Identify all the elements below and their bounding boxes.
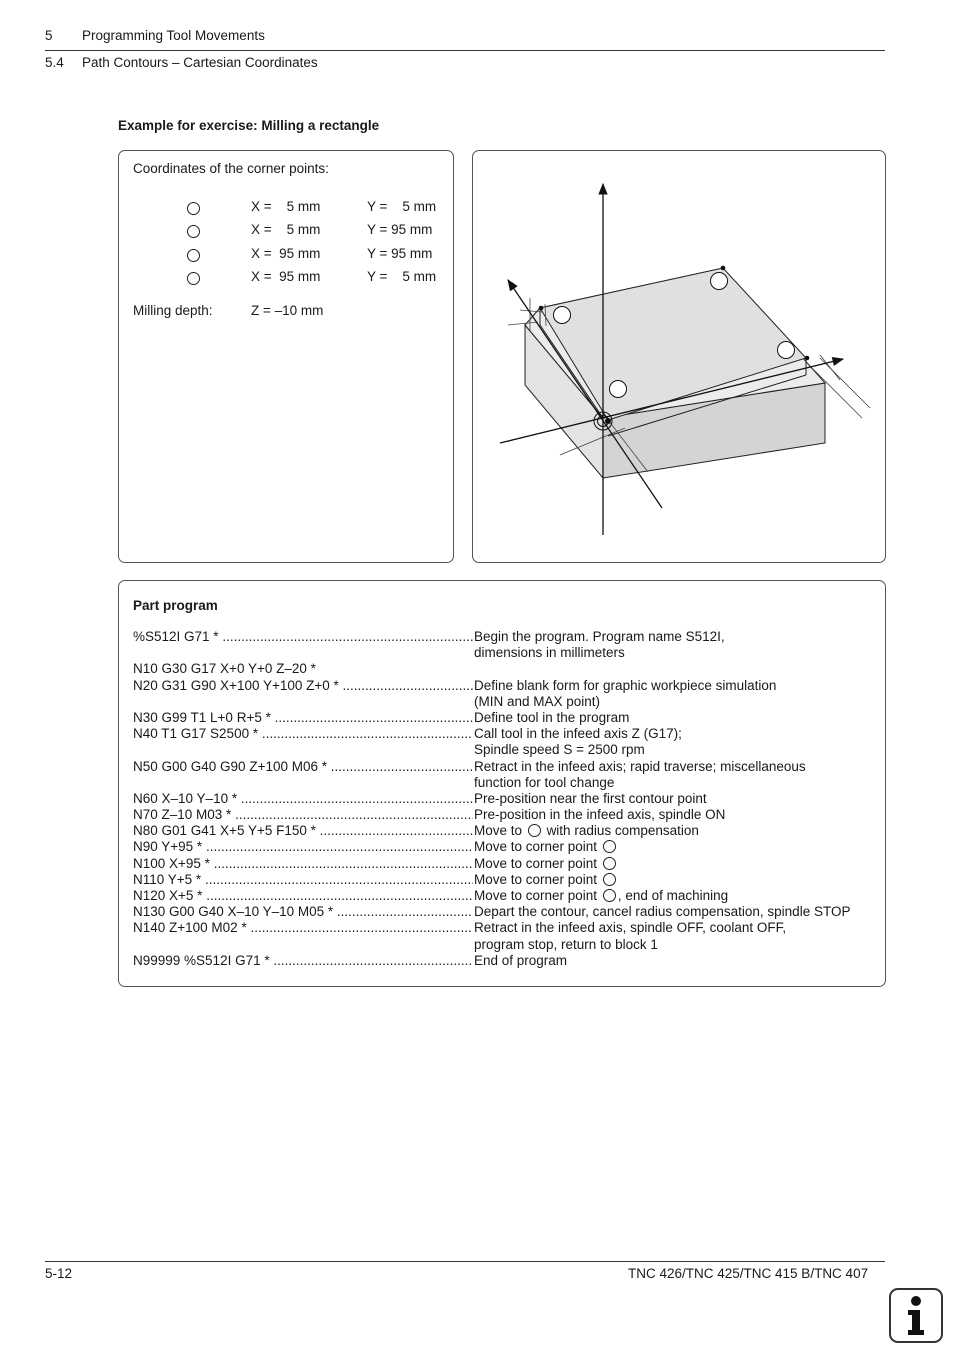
corner-point-1-icon bbox=[187, 202, 200, 215]
program-desc: Retract in the infeed axis; rapid traverse; miscellaneous bbox=[474, 758, 806, 774]
program-line bbox=[133, 807, 883, 823]
program-code: N10 G30 G17 X+0 Y+0 Z–20 * bbox=[133, 661, 316, 677]
program-code: %S512I G71 * ..... bbox=[133, 629, 473, 645]
program-desc-post: with radius compensation bbox=[546, 823, 699, 839]
program-desc: End of program bbox=[474, 952, 568, 968]
program-desc: Spindle speed S = 2500 rpm bbox=[474, 742, 645, 758]
program-desc: (MIN and MAX point) bbox=[474, 693, 601, 709]
workpiece-drawing bbox=[473, 151, 885, 562]
milling-depth-value: Z = –10 mm bbox=[251, 303, 324, 318]
program-desc-pre: Move to corner point bbox=[474, 871, 598, 887]
page-number: 5-12 bbox=[45, 1266, 73, 1281]
header-divider bbox=[45, 50, 885, 51]
part-program-title: Part program bbox=[133, 598, 218, 613]
corner-dot bbox=[721, 266, 726, 271]
program-line bbox=[133, 791, 883, 807]
chapter-number: 5 bbox=[45, 28, 53, 43]
program-code: N130 G00 G40 X–10 Y–10 M05 * ..... bbox=[133, 904, 473, 920]
point-1-y: Y = 5 mm bbox=[367, 199, 437, 214]
corner-point-icon bbox=[603, 873, 616, 886]
point-4-x: X = 95 mm bbox=[251, 269, 321, 284]
program-line bbox=[133, 839, 883, 855]
program-line bbox=[133, 742, 883, 758]
info-button[interactable] bbox=[889, 1288, 943, 1343]
program-line bbox=[133, 645, 883, 661]
chapter-title: Programming Tool Movements bbox=[82, 28, 265, 43]
program-line bbox=[133, 888, 883, 904]
point-4-y: Y = 5 mm bbox=[367, 269, 437, 284]
point-1-x: X = 5 mm bbox=[251, 199, 321, 214]
program-line bbox=[133, 694, 883, 710]
program-desc: Pre-position near the first contour point bbox=[474, 790, 707, 806]
origin-dot bbox=[605, 418, 611, 424]
program-desc: dimensions in millimeters bbox=[474, 645, 625, 661]
program-line bbox=[133, 661, 883, 677]
corner-point-icon bbox=[528, 824, 541, 837]
corner-marker-3 bbox=[711, 273, 728, 290]
program-code: N110 Y+5 * ..... bbox=[133, 872, 473, 888]
program-code: N30 G99 T1 L+0 R+5 * ..... bbox=[133, 710, 473, 726]
program-code: N80 G01 G41 X+5 Y+5 F150 * ..... bbox=[133, 823, 473, 839]
program-desc bbox=[474, 823, 699, 839]
program-line bbox=[133, 759, 883, 775]
corner-dot bbox=[539, 306, 544, 311]
program-desc-pre: Move to corner point bbox=[474, 888, 598, 903]
program-desc bbox=[474, 839, 618, 855]
corner-point-3-icon bbox=[187, 249, 200, 262]
program-desc: Depart the contour, cancel radius compensation, spindle STOP bbox=[474, 904, 851, 920]
program-code: N99999 %S512I G71 * ..... bbox=[133, 953, 473, 969]
part-program-panel bbox=[118, 580, 886, 987]
program-line bbox=[133, 920, 883, 936]
program-desc: Pre-position in the infeed axis, spindle ON bbox=[474, 807, 726, 823]
program-code: N60 X–10 Y–10 * ..... bbox=[133, 791, 473, 807]
program-desc bbox=[474, 888, 728, 904]
product-name: TNC 426/TNC 425/TNC 415 B/TNC 407 bbox=[628, 1266, 869, 1281]
program-code: N120 X+5 * ..... bbox=[133, 888, 473, 904]
coordinates-title: Coordinates of the corner points: bbox=[133, 161, 329, 176]
program-line bbox=[133, 856, 883, 872]
program-code: N90 Y+95 * ..... bbox=[133, 839, 473, 855]
program-code: N50 G00 G40 G90 Z+100 M06 * ..... bbox=[133, 759, 473, 775]
program-line bbox=[133, 904, 883, 920]
program-code: N70 Z–10 M03 * ..... bbox=[133, 807, 473, 823]
point-2-x: X = 5 mm bbox=[251, 222, 321, 237]
program-line bbox=[133, 953, 883, 969]
program-desc: Call tool in the infeed axis Z (G17); bbox=[474, 726, 682, 742]
point-3-y: Y = 95 mm bbox=[367, 246, 433, 261]
footer-divider bbox=[45, 1261, 885, 1262]
program-desc: Begin the program. Program name S512I, bbox=[474, 629, 725, 644]
program-code: N20 G31 G90 X+100 Y+100 Z+0 * ..... bbox=[133, 678, 473, 694]
corner-marker-2 bbox=[554, 307, 571, 324]
program-desc bbox=[474, 856, 618, 872]
info-icon bbox=[891, 1290, 941, 1341]
program-line bbox=[133, 710, 883, 726]
section-title: Path Contours – Cartesian Coordinates bbox=[82, 55, 318, 70]
program-desc: Define blank form for graphic workpiece simulation bbox=[474, 677, 777, 693]
program-code: N40 T1 G17 S2500 * ..... bbox=[133, 726, 473, 742]
program-line bbox=[133, 629, 883, 645]
program-desc: Retract in the infeed axis, spindle OFF, coolant OFF, bbox=[474, 920, 787, 936]
program-line bbox=[133, 872, 883, 888]
program-code: N140 Z+100 M02 * ..... bbox=[133, 920, 473, 936]
example-title: Example for exercise: Milling a rectangle bbox=[118, 118, 380, 133]
program-desc: function for tool change bbox=[474, 774, 615, 790]
corner-point-2-icon bbox=[187, 225, 200, 238]
workpiece-drawing-panel bbox=[472, 150, 886, 563]
corner-marker-1 bbox=[610, 381, 627, 398]
program-code: N100 X+95 * ..... bbox=[133, 856, 473, 872]
milling-depth-label: Milling depth: bbox=[133, 303, 213, 318]
program-desc: Define tool in the program bbox=[474, 709, 630, 725]
corner-point-icon bbox=[603, 857, 616, 870]
program-desc-pre: Move to corner point bbox=[474, 855, 598, 871]
program-desc: program stop, return to block 1 bbox=[474, 936, 658, 952]
program-line bbox=[133, 726, 883, 742]
program-line bbox=[133, 775, 883, 791]
program-desc bbox=[474, 872, 618, 888]
corner-point-4-icon bbox=[187, 272, 200, 285]
program-line bbox=[133, 937, 883, 953]
corner-point-icon bbox=[603, 889, 616, 902]
point-3-x: X = 95 mm bbox=[251, 246, 321, 261]
dimension-line bbox=[820, 355, 840, 380]
program-desc-pre: Move to corner point bbox=[474, 839, 598, 855]
program-line bbox=[133, 678, 883, 694]
section-number: 5.4 bbox=[45, 55, 64, 70]
program-line bbox=[133, 823, 883, 839]
coordinates-panel bbox=[118, 150, 454, 563]
program-listing bbox=[133, 629, 883, 969]
program-desc-post: , end of machining bbox=[617, 888, 729, 903]
point-2-y: Y = 95 mm bbox=[367, 222, 433, 237]
corner-point-icon bbox=[603, 840, 616, 853]
program-desc-pre: Move to bbox=[474, 823, 523, 839]
corner-dot bbox=[805, 356, 810, 361]
corner-marker-4 bbox=[778, 342, 795, 359]
